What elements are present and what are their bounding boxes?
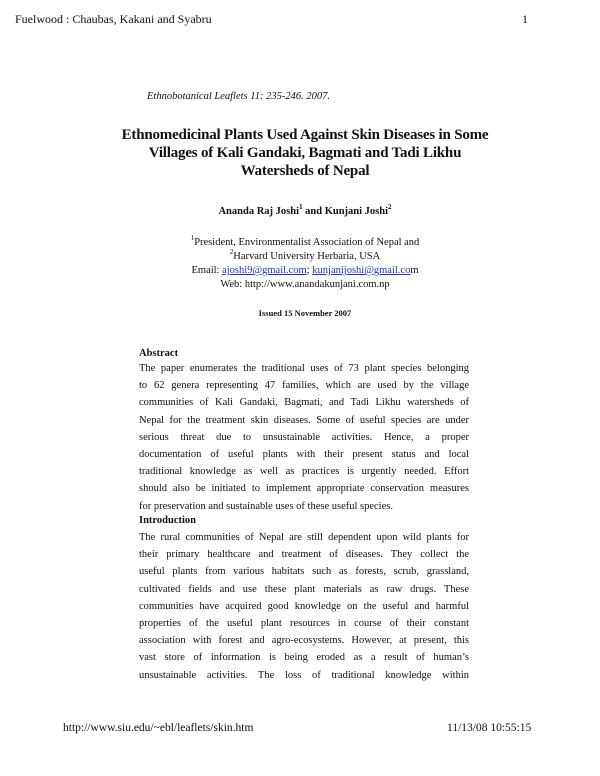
email-line bbox=[150, 264, 460, 278]
paper-title bbox=[70, 126, 540, 180]
author-name: Ananda Raj Joshi bbox=[218, 206, 299, 217]
introduction-line: communities have acquired good knowledge on the useful and harmful bbox=[139, 600, 469, 612]
affil-marker: 1 bbox=[190, 234, 195, 242]
abstract-line: traditional knowledge as well as practices is urgently needed. Effort bbox=[139, 466, 469, 478]
email-link[interactable]: kunjanijoshi@gmail.co bbox=[312, 265, 411, 276]
title-line: Watersheds of Nepal bbox=[240, 163, 370, 179]
introduction-heading: Introduction bbox=[139, 515, 196, 526]
title-line: Ethnomedicinal Plants Used Against Skin Diseases in Some bbox=[121, 127, 489, 143]
affiliation-line bbox=[150, 250, 460, 264]
page-number: 1 bbox=[522, 12, 528, 26]
abstract-line: documentation of useful plants with their present status and local bbox=[139, 448, 469, 460]
introduction-line: unsustainable activities. The loss of traditional knowledge within bbox=[139, 669, 469, 681]
affil-marker: 2 bbox=[229, 248, 234, 256]
introduction-line: The rural communities of Nepal are still dependent upon wild plants for bbox=[139, 532, 469, 543]
issue-date: Issued 15 November 2007 bbox=[258, 308, 352, 318]
footer-url: http://www.siu.edu/~ebl/leaflets/skin.htm bbox=[63, 722, 254, 734]
abstract-line: serious threat due to unsustainable activities. Hence, a proper bbox=[139, 431, 469, 443]
abstract-line: for preservation and sustainable uses of these useful species. bbox=[139, 500, 393, 512]
abstract-line: should also be initiated to implement appropriate conservation measures bbox=[139, 483, 469, 495]
author-conjunction: and bbox=[302, 206, 325, 217]
footer-timestamp: 11/13/08 10:55:15 bbox=[447, 722, 532, 734]
affiliations bbox=[150, 236, 460, 292]
email-label: Email: bbox=[191, 265, 223, 276]
email-separator: ; bbox=[306, 265, 313, 276]
introduction-line: association with forest and agro-ecosystems. However, at present, this bbox=[139, 635, 469, 647]
affiliation-line bbox=[150, 236, 460, 250]
author-line bbox=[70, 203, 540, 217]
introduction-line: vast store of information is being eroded as a result of human’s bbox=[139, 652, 469, 664]
abstract-line: communities of Kali Gandaki, Bagmati, and Tadi Likhu watersheds of bbox=[139, 397, 469, 409]
author-name: Kunjani Joshi bbox=[324, 206, 389, 217]
abstract-line: to 62 genera representing 47 families, which are used by the village bbox=[139, 380, 469, 392]
running-header-title: Fuelwood : Chaubas, Kakani and Syabru bbox=[15, 12, 212, 26]
abstract-line: Nepal for the treatment skin diseases. Some of useful species are under bbox=[139, 414, 469, 426]
introduction-line: cultivated fields and use these plant materials as raw drugs. These bbox=[139, 583, 469, 595]
email-tail: m bbox=[410, 265, 419, 276]
author-affil-marker: 1 bbox=[299, 203, 303, 211]
abstract-body bbox=[139, 360, 469, 515]
affiliation-text: Harvard University Herbaria, USA bbox=[233, 251, 381, 262]
introduction-line: useful plants from various habitats such as forests, scrub, grassland, bbox=[139, 566, 469, 578]
web-line: Web: http://www.anandakunjani.com.np bbox=[220, 279, 390, 290]
author-affil-marker: 2 bbox=[388, 203, 392, 211]
journal-citation: Ethnobotanical Leaflets 11: 235-246. 2007. bbox=[147, 91, 330, 102]
introduction-line: their primary healthcare and treatment of diseases. They collect the bbox=[139, 549, 469, 561]
introduction-line: properties of the useful plant resources in course of their constant bbox=[139, 617, 469, 629]
introduction-body bbox=[139, 529, 469, 684]
affiliation-text: President, Environmentalist Association of Nepal and bbox=[194, 237, 420, 248]
abstract-heading: Abstract bbox=[139, 348, 179, 359]
email-link[interactable]: ajoshi9@gmail.com bbox=[222, 265, 307, 276]
abstract-line: The paper enumerates the traditional uses of 73 plant species belonging bbox=[139, 363, 469, 374]
title-line: Villages of Kali Gandaki, Bagmati and Tadi Likhu bbox=[148, 145, 462, 161]
